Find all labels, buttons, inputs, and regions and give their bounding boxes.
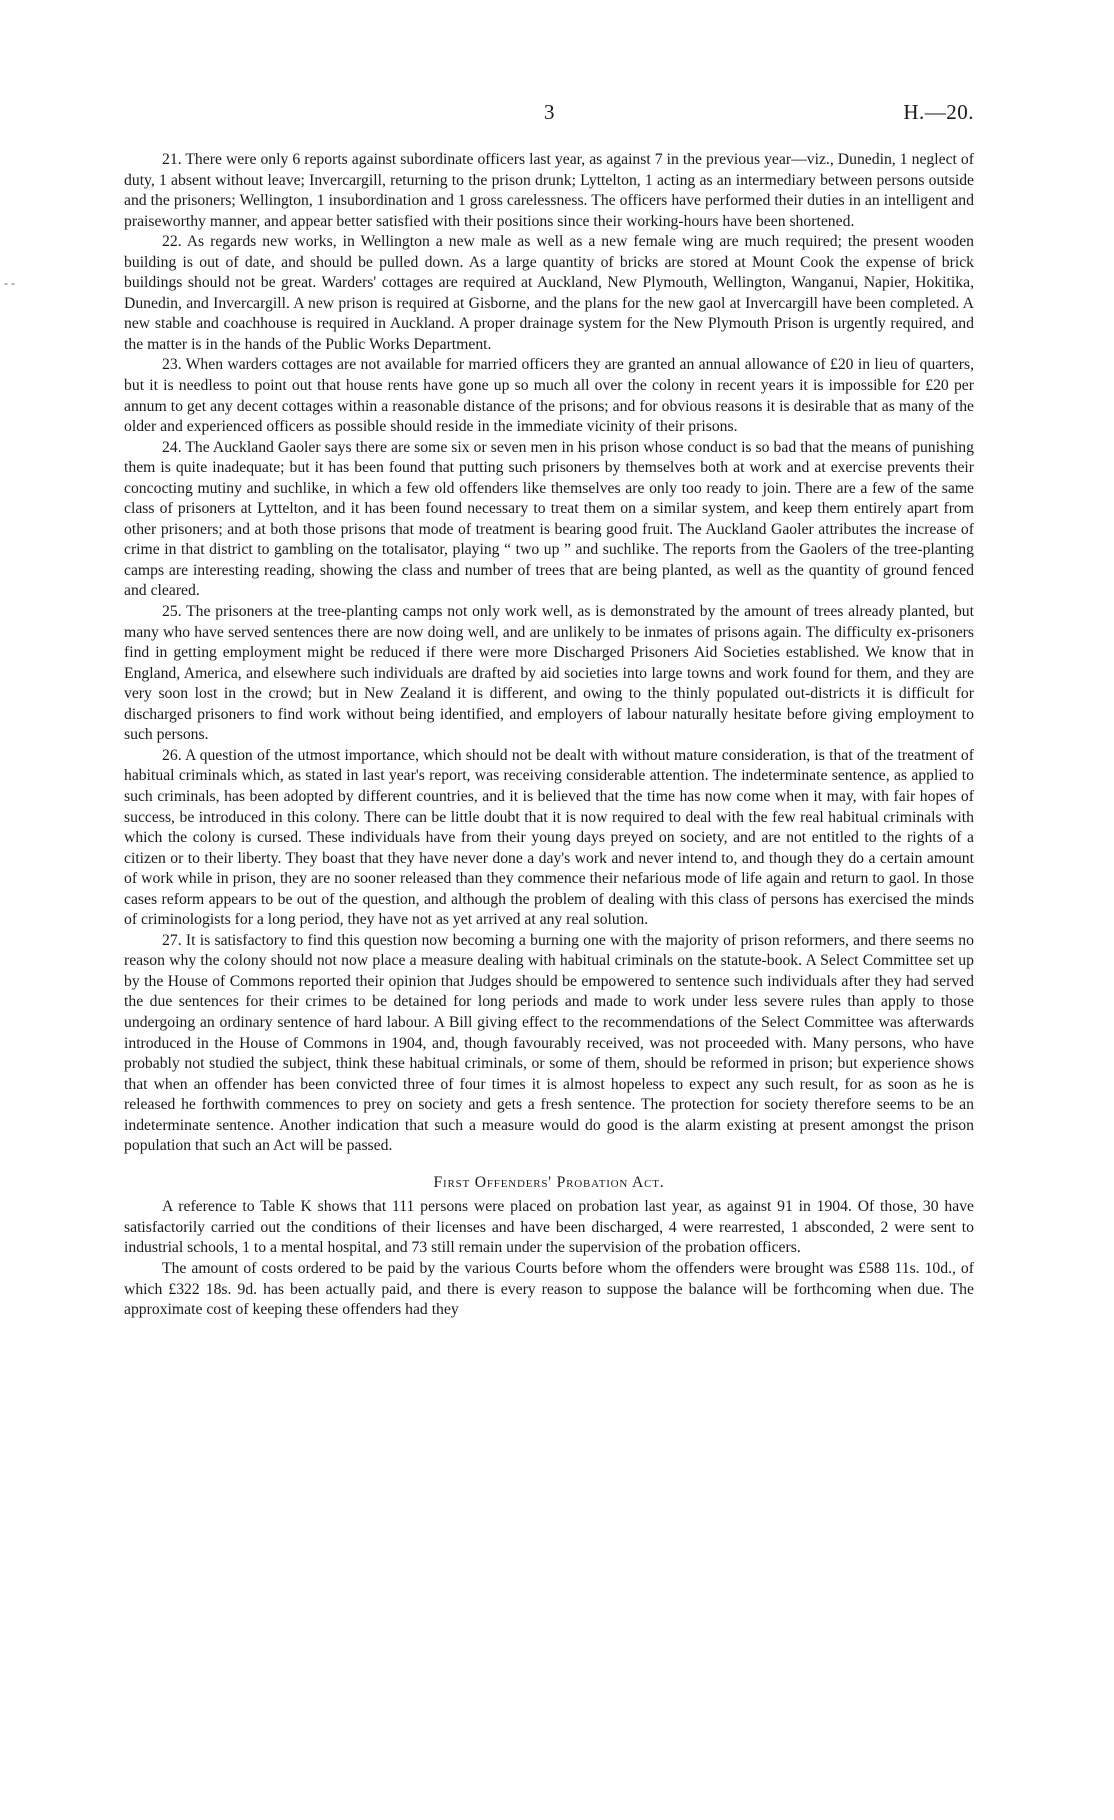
- margin-mark: - -: [4, 276, 15, 290]
- paragraph-22: 22. As regards new works, in Wellington a new male as well as a new female wing are much required; the present wooden building is out of date, and should be pulled down. As a large quantity of bricks are stored at Mount Cook the expense of brick buildings should not be great. Warders' cottages are required at Auckland, New Plymouth, Wellington, Wanganui, Napier, Hokitika, Dunedin, and Invercargill. A new prison is required at Gisborne, and the plans for the new gaol at Invercargill have been completed. A new stable and coachhouse is required in Auckland. A proper drainage system for the New Plymouth Prison is urgently required, and the matter is in the hands of the Public Works Department.: [124, 233, 974, 353]
- section-heading: First Offenders' Probation Act.: [433, 1173, 665, 1191]
- paragraph-26: 26. A question of the utmost importance, which should not be dealt with without mature consideration, is that of the treatment of habitual criminals which, as stated in last year's report, was receiving considerable attention. The indeterminate sentence, as applied to such criminals, has been adopted by different countries, and it is believed that the time has now come when it may, with fair hopes of success, be introduced in this colony. There can be little doubt that it is now required to deal with the few real habitual criminals with which the colony is cursed. These individuals have from their young days preyed on society, and are not entitled to the rights of a citizen or to their liberty. They boast that they have never done a day's work and never intend to, and though they do a certain amount of work while in prison, they are no sooner released than they commence their nefarious mode of life again and return to gaol. In those cases reform appears to be out of the question, and although the problem of dealing with this class of persons has exercised the minds of criminologists for a long period, they have not as yet arrived at any real solution.: [124, 746, 974, 929]
- document-reference: H.—20.: [903, 100, 974, 124]
- body-text: [124, 150, 974, 1321]
- probation-paragraph-2: The amount of costs ordered to be paid by the various Courts before whom the offenders were brought was £588 11s. 10d., of which £322 18s. 9d. has been actually paid, and there is every reason to suppose the balance will be forthcoming when due. The approximate cost of keeping these offenders had they: [124, 1259, 974, 1319]
- page-header: [124, 100, 974, 130]
- paragraph-27: 27. It is satisfactory to find this question now becoming a burning one with the majority of prison reformers, and there seems no reason why the colony should not now place a measure dealing with habitual criminals on the statute-book. A Select Committee set up by the House of Commons reported their opinion that Judges should be empowered to sentence such individuals after they had served the due sentences for their crimes to be detained for long periods and made to work under less severe rules than apply to those undergoing an ordinary sentence of hard labour. A Bill giving effect to the recommendations of the Select Committee was afterwards introduced in the House of Commons in 1904, and, though favourably received, was not proceeded with. Many persons, who have probably not studied the subject, think these habitual criminals, or some of them, should be reformed in prison; but experience shows that when an offender has been convicted three of four times it is almost hopeless to expect any such result, for as soon as he is released he forthwith commences to prey on society and gets a fresh sentence. The protection for society therefore seems to be an indeterminate sentence. Another indication that such a measure would do good is the alarm existing at present amongst the prison population that such an Act will be passed.: [124, 931, 974, 1155]
- probation-paragraph-1: A reference to Table K shows that 111 persons were placed on probation last year, as against 91 in 1904. Of those, 30 have satisfactorily carried out the conditions of their licenses and have been discharged, 4 were rearrested, 1 absconded, 2 were sent to industrial schools, 1 to a mental hospital, and 73 still remain under the supervision of the probation officers.: [124, 1198, 974, 1257]
- paragraph-21: 21. There were only 6 reports against subordinate officers last year, as against 7 in the previous year—viz., Dunedin, 1 neglect of duty, 1 absent without leave; Invercargill, returning to the prison drunk; Lyttelton, 1 acting as an intermediary between persons outside and the prisoners; Wellington, 1 insubordination and 1 gross carelessness. The officers have performed their duties in an intelligent and praiseworthy manner, and appear better satisfied with their positions since their working-hours have been shortened.: [124, 151, 974, 230]
- paragraph-25: 25. The prisoners at the tree-planting camps not only work well, as is demonstrated by the amount of trees already planted, but many who have served sentences there are now doing well, and are unlikely to be inmates of prisons again. The difficulty ex-prisoners find in getting employment might be reduced if there were more Discharged Prisoners Aid Societies established. We know that in England, America, and elsewhere such individuals are drafted by aid societies into large towns and work found for them, and they are very soon lost in the crowd; but in New Zealand it is different, and owing to the thinly populated out-districts it is difficult for discharged prisoners to find work without being identified, and employers of labour naturally hesitate before giving employment to such persons.: [124, 603, 974, 744]
- paragraph-24: 24. The Auckland Gaoler says there are some six or seven men in his prison whose conduct is so bad that the means of punishing them is quite inadequate; but it has been found that putting such prisoners by themselves both at work and at exercise prevents their concocting mutiny and suchlike, in which a few old offenders like themselves are only too ready to join. There are a few of the same class of prisoners at Lyttelton, and it has been found necessary to treat them on a similar system, and keep them entirely apart from other prisoners; and at both those prisons that mode of treatment is bearing good fruit. The Auckland Gaoler attributes the increase of crime in that district to gambling on the totalisator, playing “ two up ” and suchlike. The reports from the Gaolers of the tree-planting camps are interesting reading, showing the class and number of trees that are being planted, as well as the quantity of ground fenced and cleared.: [124, 438, 974, 600]
- paragraph-23: 23. When warders cottages are not available for married officers they are granted an annual allowance of £20 in lieu of quarters, but it is needless to point out that house rents have gone up so much all over the colony in recent years it is impossible for £20 per annum to get any decent cottages within a reasonable distance of the prisons; and for obvious reasons it is desirable that as many of the older and experienced officers as possible should reside in the immediate vicinity of their prisons.: [124, 356, 974, 436]
- page-number: 3: [544, 100, 555, 124]
